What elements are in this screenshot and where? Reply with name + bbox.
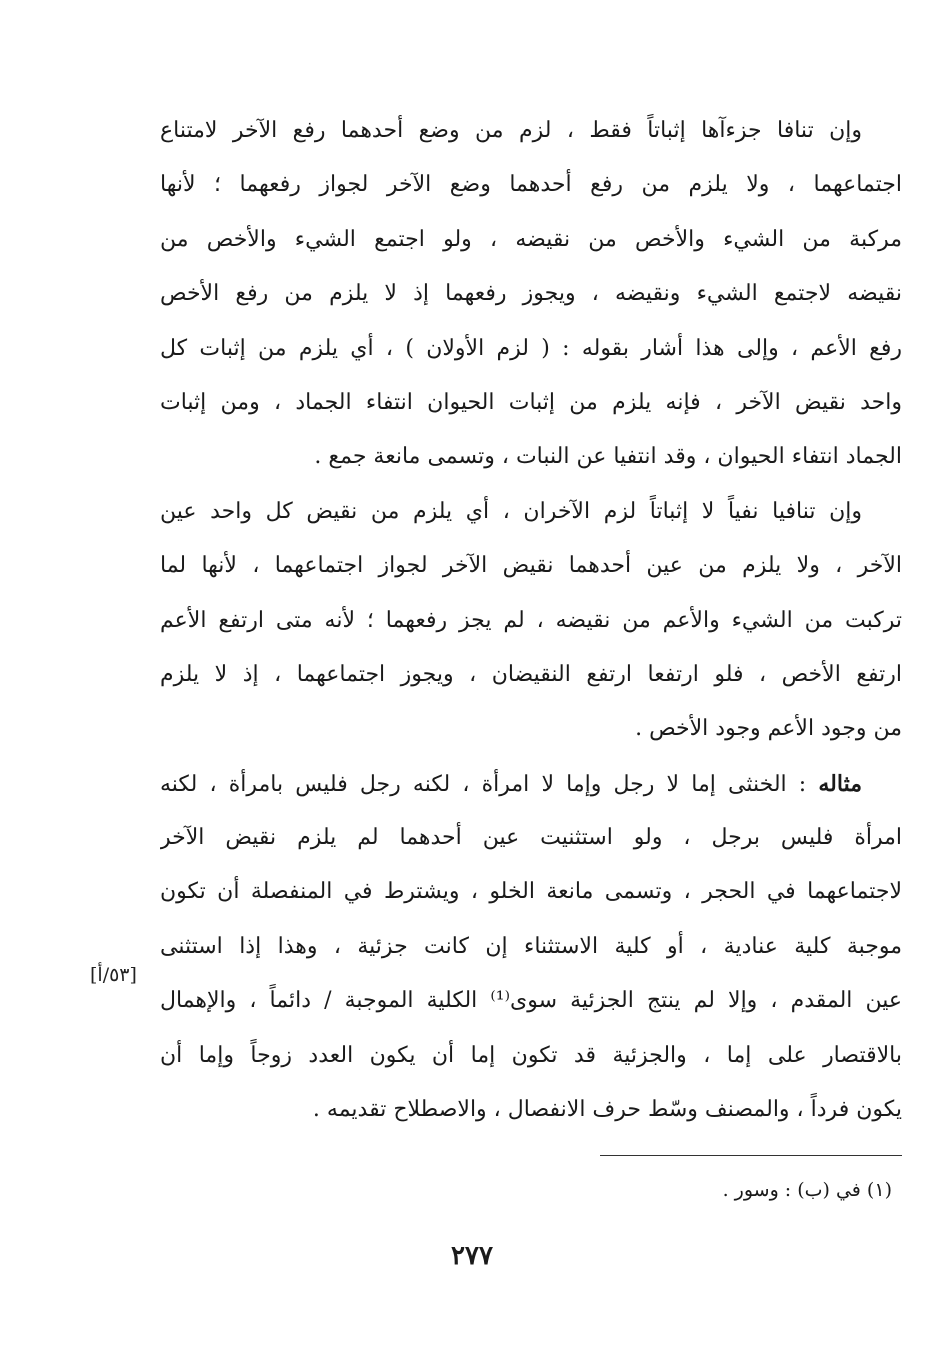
text-line: مركبة من الشيء والأخص من نقيضه ، ولو اجتمع الشيء والأخص من — [160, 226, 902, 252]
text-line: نقيضه لاجتمع الشيء ونقيضه ، ويجوز رفعهما إذ لا يلزم من رفع الأخص — [160, 281, 902, 307]
text-line: لاجتماعهما في الحجر ، وتسمى مانعة الخلو ، ويشترط في المنفصلة أن تكون — [160, 879, 902, 905]
text-line: امرأة فليس برجل ، ولو استثنيت عين أحدهما لم يلزم نقيض الآخر — [160, 825, 902, 851]
footnote: (١) في (ب) : وسور . — [722, 1179, 892, 1201]
text-line-rest: : الخنثى إما لا رجل وإما لا امرأة ، لكنه رجل فليس بامرأة ، لكنه — [160, 771, 819, 797]
manuscript-folio-note: [٥٣/أ] — [90, 964, 137, 986]
text-line: اجتماعهما ، ولا يلزم من رفع أحدهما وضع الآخر لجواز رفعهما ؛ لأنها — [160, 172, 902, 198]
text-line — [160, 757, 902, 811]
text-line: عين المقدم ، وإلا لم ينتج الجزئية سوى⁽¹⁾ الكلية الموجبة / دائماً ، والإهمال — [160, 988, 902, 1014]
text-line: وإن تنافا جزءآها إثباتاً فقط ، لزم من وضع أحدهما رفع الآخر لامتناع — [160, 118, 862, 143]
body-text — [160, 104, 902, 1137]
text-line: ارتفع الأخص ، فلو ارتفعا ارتفع النقيضان ، ويجوز اجتماعهما ، إذ لا يلزم — [160, 661, 902, 687]
example-lead: مثاله — [818, 770, 862, 797]
text-line: الآخر ، ولا يلزم من عين أحدهما نقيض الآخر لجواز اجتماعهما ، لأنها لما — [160, 553, 902, 579]
text-line: واحد نقيض الآخر ، فإنه يلزم من إثبات الحيوان انتفاء الجماد ، ومن إثبات — [160, 389, 902, 415]
text-line: تركبت من الشيء والأعم من نقيضه ، لم يجز رفعهما ؛ لأنه متى ارتفع الأعم — [160, 607, 902, 633]
text-line: من وجود الأعم وجود الأخص . — [635, 716, 902, 742]
text-line: يكون فرداً ، والمصنف وسّط حرف الانفصال ، والاصطلاح تقديمه . — [312, 1097, 902, 1123]
text-line: بالاقتصار على إما ، والجزئية قد تكون إما أن يكون العدد زوجاً وإما أن — [160, 1042, 902, 1068]
text-line: موجبة كلية عنادية ، أو كلية الاستثناء إن كانت جزئية ، وهذا إذا استثنى — [160, 933, 902, 959]
text-line: وإن تنافيا نفياً لا إثباتاً لزم الآخران ، أي يلزم من نقيض كل واحد عين — [160, 498, 862, 524]
footnote-divider — [600, 1155, 902, 1156]
page-number: ٢٧٧ — [451, 1241, 493, 1271]
text-line: الجماد انتفاء الحيوان ، وقد انتفيا عن النبات ، وتسمى مانعة جمع . — [314, 444, 902, 470]
text-line: رفع الأعم ، وإلى هذا أشار بقوله : ( لزم الأولان ) ، أي يلزم من إثبات كل — [160, 335, 902, 361]
